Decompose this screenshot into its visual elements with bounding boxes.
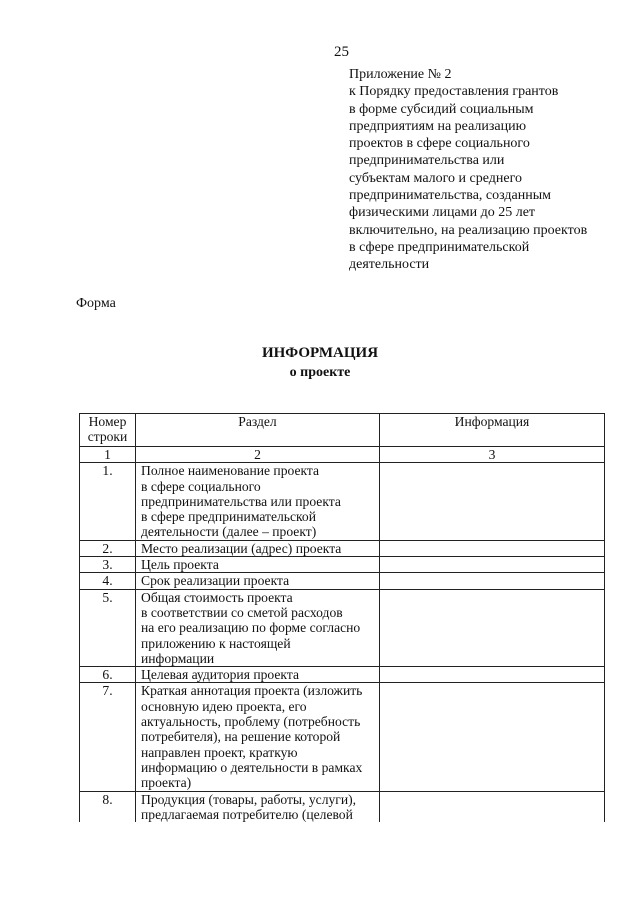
- section-line: Место реализации (адрес) проекта: [141, 540, 342, 556]
- section-line: приложению к настоящей: [141, 635, 291, 651]
- section-line: потребителя), на решение которой: [141, 729, 341, 745]
- row-info-cell[interactable]: [380, 589, 605, 666]
- section-line: Краткая аннотация проекта (изложить: [141, 683, 363, 699]
- row-section: [136, 573, 380, 589]
- column-index: 3: [380, 447, 605, 463]
- appendix-line: к Порядку предоставления грантов: [349, 84, 559, 100]
- table-row: [80, 589, 605, 666]
- header-row-number: [80, 414, 136, 447]
- appendix-line: деятельности: [349, 257, 430, 273]
- appendix-line: проектов в сфере социального: [349, 136, 530, 152]
- row-info-cell[interactable]: [380, 557, 605, 573]
- appendix-line: предпринимательства или: [349, 153, 505, 169]
- row-info-cell[interactable]: [380, 791, 605, 822]
- row-number: 3.: [80, 557, 136, 573]
- appendix-line: в форме субсидий социальным: [349, 101, 534, 117]
- section-line: основную идею проекта, его: [141, 698, 307, 714]
- form-label: Форма: [76, 296, 116, 311]
- section-line: в сфере социального: [141, 478, 261, 494]
- row-section: [136, 540, 380, 556]
- row-number: 1.: [80, 463, 136, 540]
- row-number: 8.: [80, 791, 136, 822]
- section-line: в сфере предпринимательской: [141, 509, 316, 525]
- appendix-line: в сфере предпринимательской: [349, 239, 530, 255]
- section-line: актуальность, проблему (потребность: [141, 714, 361, 730]
- section-line: Целевая аудитория проекта: [141, 667, 299, 683]
- section-line: на его реализацию по форме согласно: [141, 620, 361, 636]
- column-index-row: [80, 447, 605, 463]
- section-line: информации: [141, 650, 215, 666]
- row-info-cell[interactable]: [380, 463, 605, 540]
- table-row: [80, 463, 605, 540]
- table-row: [80, 683, 605, 791]
- section-line: информацию о деятельности в рамках: [141, 759, 363, 775]
- section-line: проекта): [141, 775, 192, 791]
- table-row: [80, 557, 605, 573]
- row-number: 6.: [80, 667, 136, 683]
- column-index: 1: [80, 447, 136, 463]
- row-info-cell[interactable]: [380, 683, 605, 791]
- table-header-row: [80, 414, 605, 447]
- header-section: Раздел: [136, 414, 380, 447]
- row-info-cell[interactable]: [380, 667, 605, 683]
- row-number: 7.: [80, 683, 136, 791]
- column-index: 2: [136, 447, 380, 463]
- section-line: Цель проекта: [141, 557, 219, 573]
- appendix-header: [349, 66, 619, 274]
- row-info-cell[interactable]: [380, 540, 605, 556]
- header-row-number-line: строки: [87, 429, 128, 445]
- row-section: [136, 683, 380, 791]
- row-info-cell[interactable]: [380, 573, 605, 589]
- row-section: [136, 463, 380, 540]
- section-line: предпринимательства или проекта: [141, 493, 341, 509]
- section-line: направлен проект, краткую: [141, 744, 298, 760]
- appendix-line: Приложение № 2: [349, 67, 452, 82]
- section-line: Срок реализации проекта: [141, 573, 290, 589]
- row-section: [136, 791, 380, 822]
- table-row: [80, 540, 605, 556]
- section-line: Общая стоимость проекта: [141, 589, 293, 605]
- table-row: [80, 667, 605, 683]
- appendix-line: предприятиям на реализацию: [349, 118, 527, 134]
- section-line: деятельности (далее – проект): [141, 524, 317, 540]
- row-section: [136, 667, 380, 683]
- document-title: ИНФОРМАЦИЯ: [261, 345, 379, 361]
- section-line: Продукция (товары, работы, услуги),: [141, 791, 357, 807]
- row-number: 2.: [80, 540, 136, 556]
- header-row-number-line: Номер: [88, 414, 127, 429]
- section-line: предлагаемая потребителю (целевой: [141, 806, 353, 822]
- section-line: в соответствии со сметой расходов: [141, 604, 343, 620]
- row-section: [136, 557, 380, 573]
- appendix-line: физическими лицами до 25 лет: [349, 205, 536, 221]
- table-row: [80, 573, 605, 589]
- appendix-line: включительно, на реализацию проектов: [349, 222, 588, 238]
- row-section: [136, 589, 380, 666]
- page-number: 25: [334, 44, 349, 60]
- row-number: 5.: [80, 589, 136, 666]
- appendix-line: субъектам малого и среднего: [349, 170, 522, 186]
- appendix-line: предпринимательства, созданным: [349, 188, 551, 204]
- row-number: 4.: [80, 573, 136, 589]
- table-row: [80, 791, 605, 822]
- document-subtitle: о проекте: [289, 365, 351, 380]
- section-line: Полное наименование проекта: [141, 463, 320, 479]
- header-info: Информация: [380, 414, 605, 447]
- project-info-table: [79, 413, 605, 822]
